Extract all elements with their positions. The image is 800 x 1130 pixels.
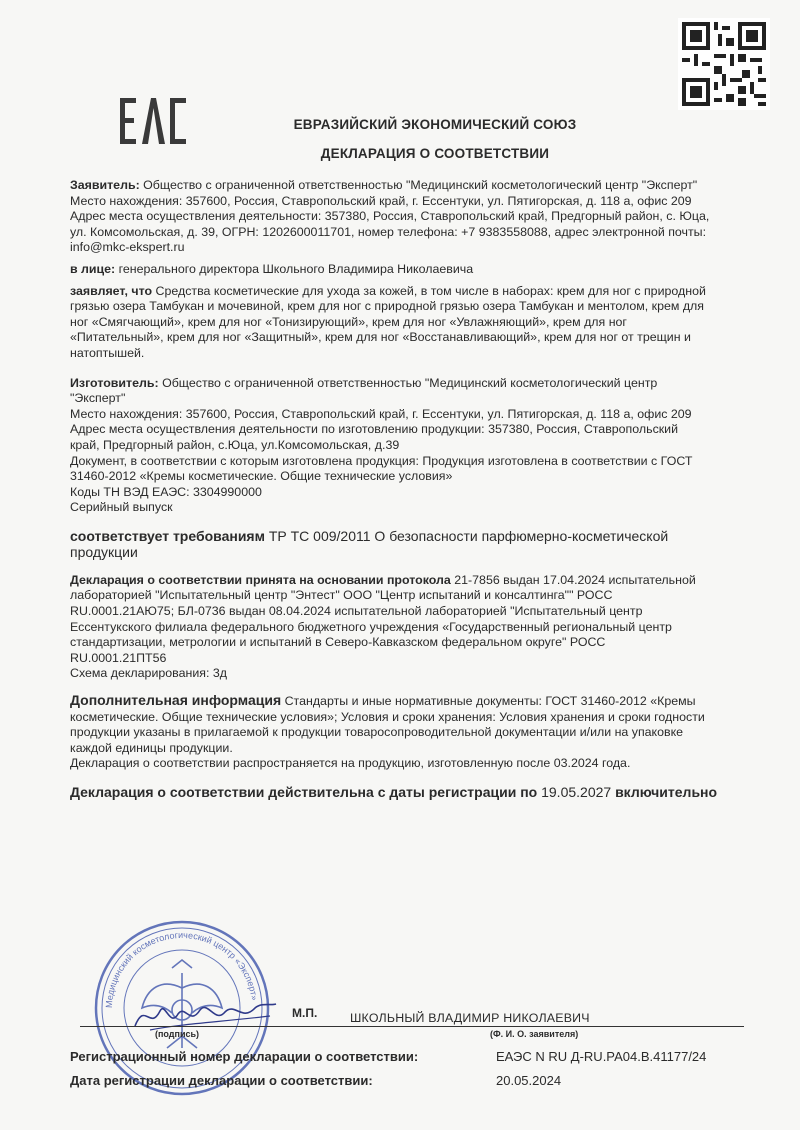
applicant-line: ул. Комсомольская, д. 39, ОГРН: 1202600011701, номер телефона: +7 9383558088, адрес электронной почты:	[70, 224, 707, 239]
declares-label: заявляет, что	[70, 283, 153, 298]
additional-line: каждой единицы продукции.	[70, 740, 233, 755]
manufacturer-line: Адрес места осуществления деятельности по изготовлению продукции: 357380, Россия, Ставропольский	[70, 422, 679, 437]
registration-number-label: Регистрационный номер декларации о соответствии:	[70, 1049, 419, 1064]
basis-line: лабораторией "Испытательный центр "Энтест" ООО "Центр испытаний и консалтинга"" РОСС	[70, 588, 613, 603]
additional-line: косметические. Общие технические условия»; Условия и сроки хранения: Условия хранения и сроки годности	[70, 709, 705, 724]
applicant-line: Адрес места осуществления деятельности: 357380, Россия, Ставропольский край, Предгорный район, с. Юца,	[70, 209, 710, 224]
declaration-body	[70, 178, 758, 807]
basis-line: 21-7856 выдан 17.04.2024 испытательной	[454, 572, 696, 587]
seal-text: Медицинский косметологический центр «Эксперт»	[103, 929, 260, 1009]
validity-date: 19.05.2027	[541, 784, 612, 800]
conforms-line: продукции	[70, 544, 138, 561]
registration-date-value: 20.05.2024	[496, 1073, 562, 1088]
person-text: генерального директора Школьного Владимира Николаевича	[118, 261, 474, 276]
basis-line: Схема декларирования: 3д	[70, 666, 227, 681]
manufacturer-line: "Эксперт"	[70, 391, 126, 406]
declares-line: натоптышей.	[70, 345, 145, 360]
additional-section	[70, 692, 758, 772]
declares-line: грязью озера Тамбукан и мочевиной, крем для ног с природной грязью озера Тамбукан и ментолом, крем для	[70, 299, 704, 314]
manufacturer-line: Место нахождения: 357600, Россия, Ставропольский край, г. Ессентуки, ул. Пятигорская, д. 118 а, офис 209	[70, 406, 692, 421]
basis-line: стандартизации, метрологии и испытаний в Северо-Кавказском федеральном округе" РОСС	[70, 635, 606, 650]
registration-number-value: ЕАЭС N RU Д-RU.РА04.В.41177/24	[496, 1049, 707, 1064]
document-title: ДЕКЛАРАЦИЯ О СООТВЕТСТВИИ	[320, 146, 550, 161]
validity-label: Декларация о соответствии действительна с даты регистрации по	[70, 784, 538, 800]
name-line	[346, 1026, 744, 1027]
person-section	[70, 262, 758, 278]
basis-line: RU.0001.21АЮ75; БЛ-0736 выдан 08.04.2024 испытательной лабораторией "Испытательный центр	[70, 604, 643, 619]
conforms-label: соответствует требованиям	[70, 527, 265, 544]
person-label: в лице:	[70, 261, 116, 276]
applicant-full-name: ШКОЛЬНЫЙ ВЛАДИМИР НИКОЛАЕВИЧ	[350, 1011, 590, 1025]
manufacturer-section	[70, 376, 758, 516]
validity-section	[70, 784, 758, 801]
declares-line: ног «Смягчающий», крем для ног «Тонизирующий», крем для ног «Увлажняющий», крем для ног	[70, 314, 627, 329]
applicant-line: Общество с ограниченной ответственностью "Медицинский косметологический центр "Эксперт"	[143, 178, 698, 192]
additional-line: Декларация о соответствии распространяется на продукцию, изготовленную после 03.2024 года.	[70, 756, 631, 771]
applicant-section	[70, 178, 758, 256]
validity-suffix: включительно	[615, 784, 718, 800]
declares-section	[70, 284, 758, 362]
applicant-label: Заявитель:	[70, 178, 140, 192]
manufacturer-line: край, Предгорный район, с.Юца, ул.Комсомольская, д.39	[70, 437, 400, 452]
basis-section	[70, 573, 758, 682]
signature-caption: (подпись)	[155, 1029, 200, 1039]
manufacturer-line: Общество с ограниченной ответственностью "Медицинский косметологический центр	[162, 375, 658, 390]
applicant-line: Место нахождения: 357600, Россия, Ставропольский край, г. Ессентуки, ул. Пятигорская, д. 118 а, офис 209	[70, 193, 692, 208]
manufacturer-line: Коды ТН ВЭД ЕАЭС: 3304990000	[70, 484, 262, 499]
signature-line	[80, 1026, 350, 1027]
basis-label: Декларация о соответствии принята на основании протокола	[70, 572, 451, 587]
registration-date-label: Дата регистрации декларации о соответствии:	[70, 1073, 373, 1088]
manufacturer-line: 31460-2012 «Кремы косметические. Общие технические условия»	[70, 469, 453, 484]
handwritten-signature	[130, 996, 280, 1036]
declares-line: «Питательный», крем для ног «Защитный», крем для ног «Восстанавливающий», крем для ног от трещин и	[70, 330, 691, 345]
qr-code-icon	[678, 18, 770, 110]
declares-line: Средства косметические для ухода за кожей, в том числе в наборах: крем для ног с природной	[155, 283, 706, 298]
conforms-section	[70, 528, 758, 561]
stamp-place-label: М.П.	[292, 1006, 318, 1020]
manufacturer-line: Документ, в соответствии с которым изготовлена продукция: Продукция изготовлена в соответствии с ГОСТ	[70, 453, 693, 468]
name-caption: (Ф. И. О. заявителя)	[490, 1029, 579, 1039]
manufacturer-line: Серийный выпуск	[70, 500, 173, 515]
conforms-line: ТР ТС 009/2011 О безопасности парфюмерно-косметической	[268, 527, 669, 544]
manufacturer-label: Изготовитель:	[70, 375, 159, 390]
union-heading: ЕВРАЗИЙСКИЙ ЭКОНОМИЧЕСКИЙ СОЮЗ	[293, 117, 577, 132]
basis-line: RU.0001.21ПТ56	[70, 650, 167, 665]
applicant-line: info@mkc-ekspert.ru	[70, 240, 185, 255]
additional-label: Дополнительная информация	[70, 692, 282, 709]
basis-line: Ессентукского филиала федерального бюджетного учреждения «Государственный региональный центр	[70, 619, 672, 634]
additional-line: продукции указаны в прилагаемой к продукции товаросопроводительной документации и/или на упаковке	[70, 725, 684, 740]
additional-line: Стандарты и иные нормативные документы: ГОСТ 31460-2012 «Кремы	[284, 694, 696, 709]
